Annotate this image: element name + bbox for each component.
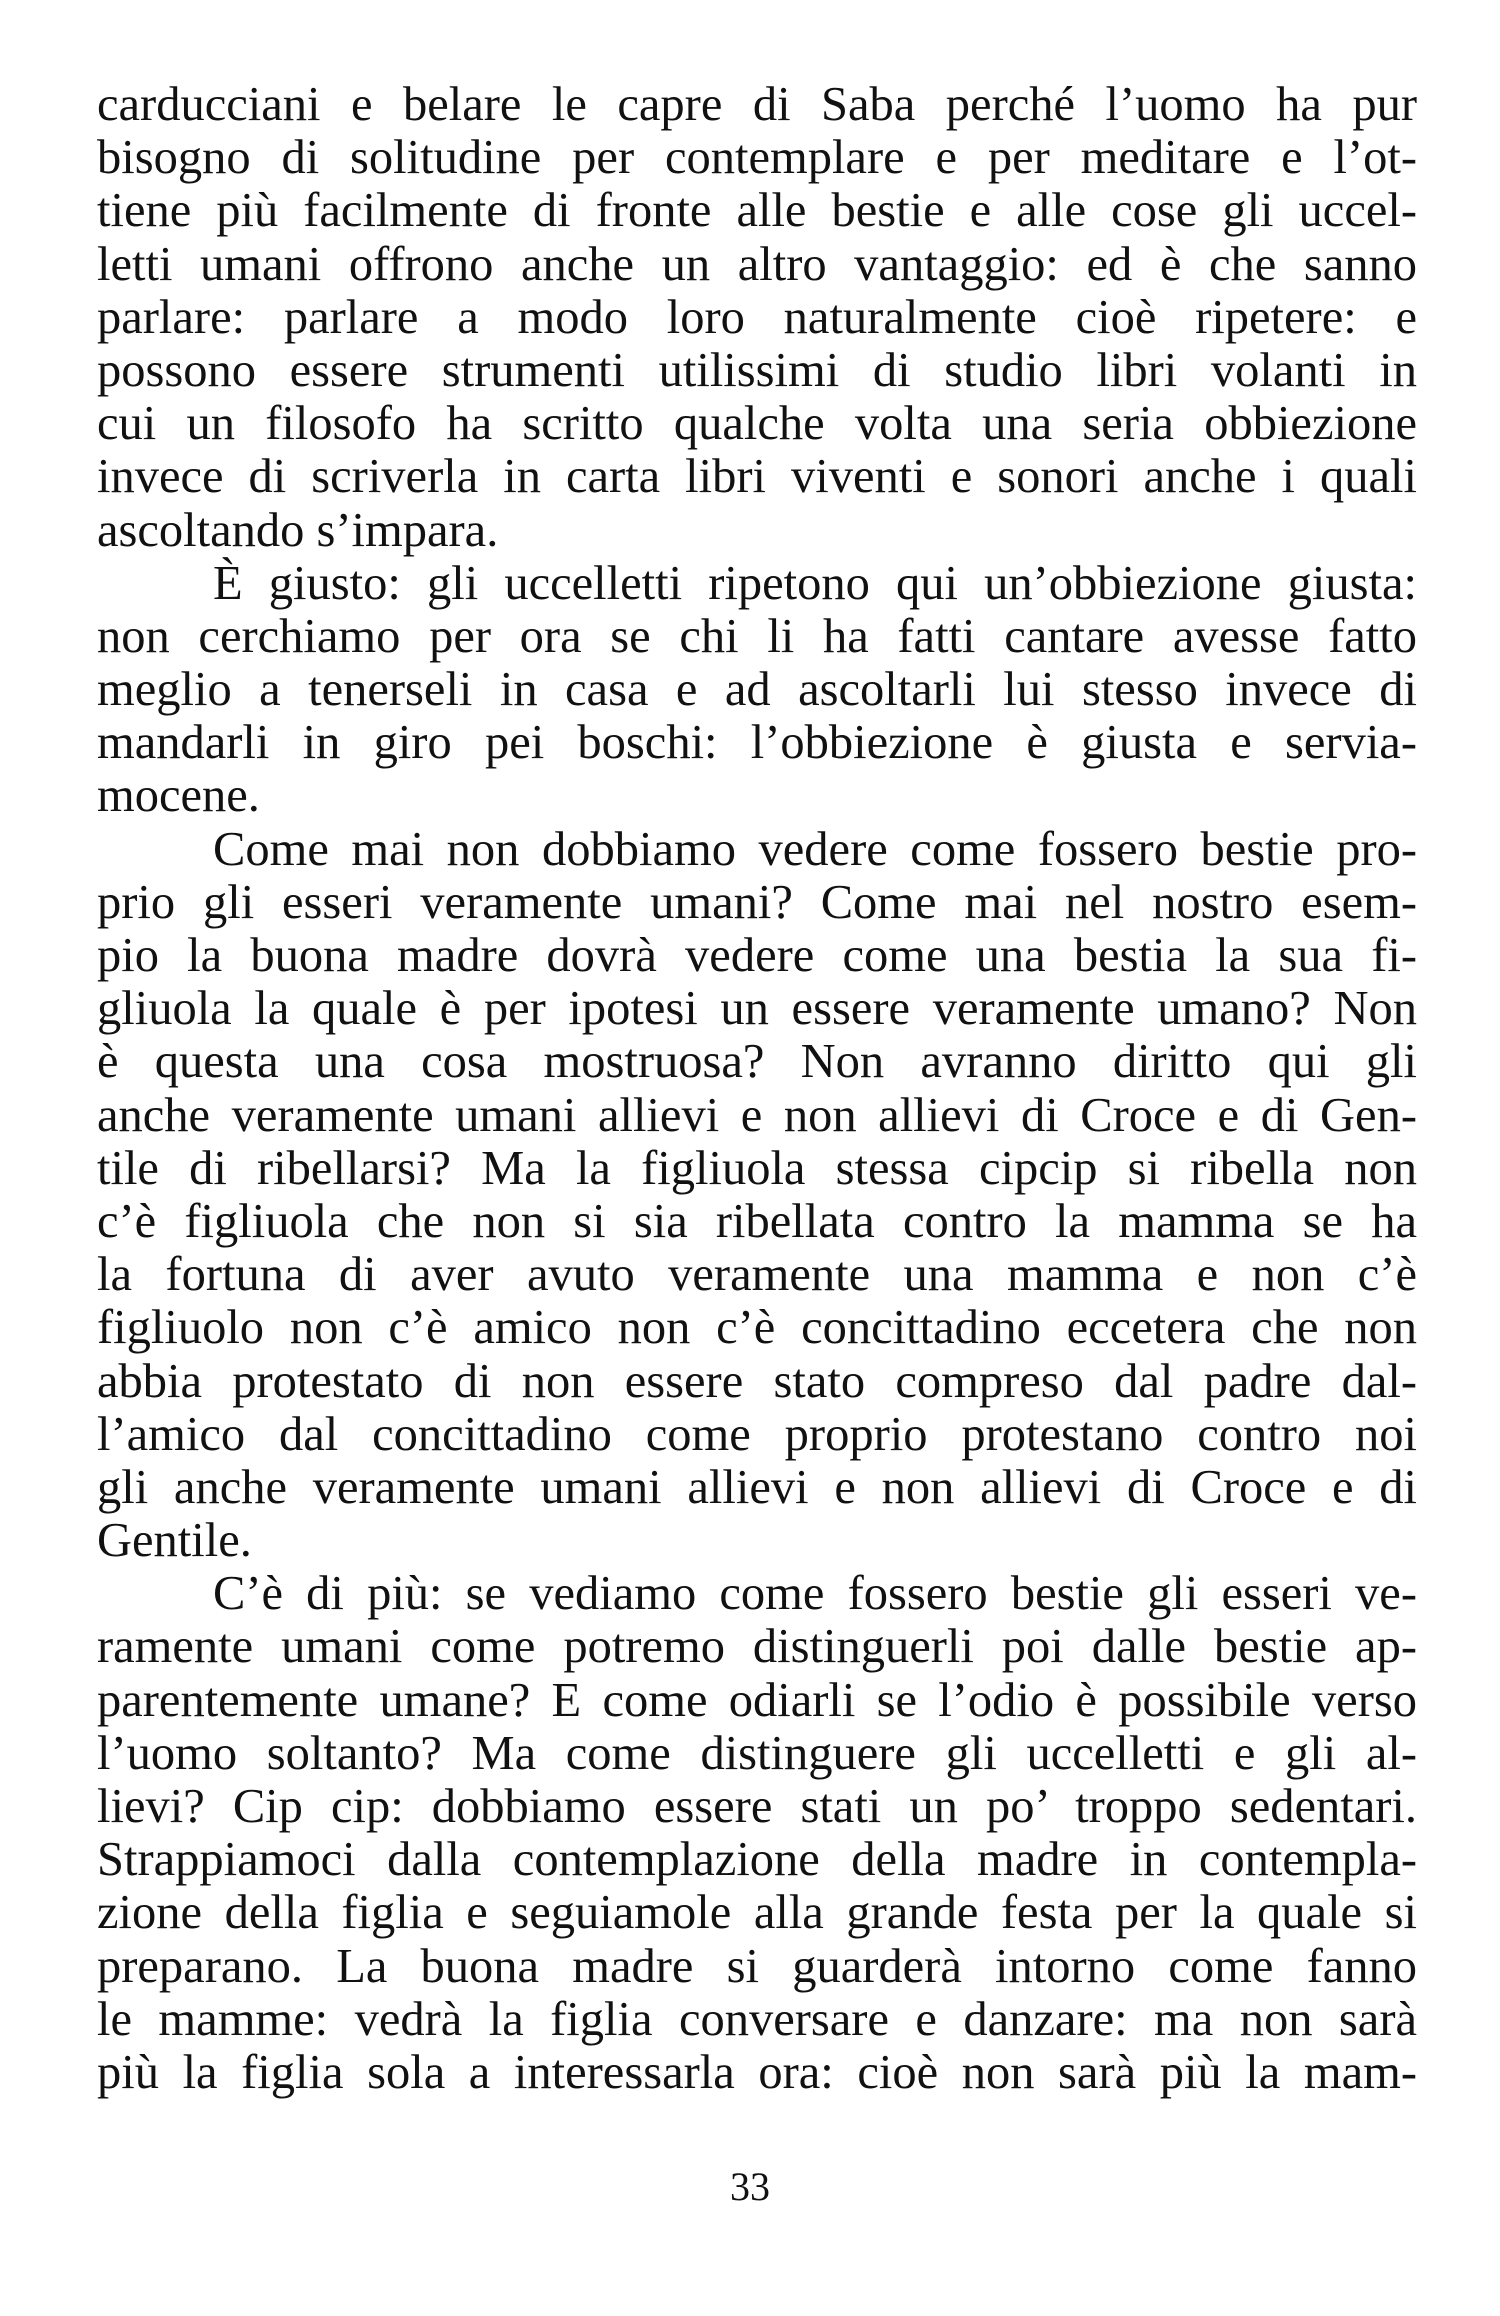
paragraph-start-line: Come mai non dobbiamo vedere come fossero bestie pro-	[213, 822, 1417, 876]
text-line: prio gli esseri veramente umani? Come mai nel nostro esem-	[97, 875, 1417, 929]
text-line: parlare: parlare a modo loro naturalmente cioè ripetere: e	[97, 290, 1417, 344]
text-line: pio la buona madre dovrà vedere come una bestia la sua fi-	[97, 929, 1417, 982]
text-line: zione della figlia e seguiamole alla grande festa per la quale si	[97, 1886, 1417, 1940]
text-line: mocene.	[97, 769, 260, 823]
text-line: tiene più facilmente di fronte alle bestie e alle cose gli uccel-	[97, 184, 1417, 238]
text-line: abbia protestato di non essere stato compreso dal padre dal-	[97, 1354, 1417, 1408]
text-line: ramente umani come potremo distinguerli poi dalle bestie ap-	[97, 1620, 1417, 1674]
text-line: meglio a tenerseli in casa e ad ascoltarli lui stesso invece di	[97, 663, 1417, 717]
text-line: anche veramente umani allievi e non allievi di Croce e di Gen-	[97, 1088, 1417, 1142]
text-line: carducciani e belare le capre di Saba perché l’uomo ha pur	[97, 78, 1417, 131]
text-line: tile di ribellarsi? Ma la figliuola stessa cipcip si ribella non	[97, 1141, 1417, 1195]
text-line: possono essere strumenti utilissimi di studio libri volanti in	[97, 343, 1417, 397]
text-line: invece di scriverla in carta libri viventi e sonori anche i quali	[97, 450, 1417, 504]
text-line: c’è figliuola che non si sia ribellata contro la mamma se ha	[97, 1194, 1417, 1248]
text-line: è questa una cosa mostruosa? Non avranno diritto qui gli	[97, 1035, 1417, 1089]
text-line: le mamme: vedrà la figlia conversare e danzare: ma non sarà	[97, 1992, 1417, 2046]
text-line: cui un filosofo ha scritto qualche volta una seria obbiezione	[97, 397, 1417, 451]
text-line: parentemente umane? E come odiarli se l’odio è possibile verso	[97, 1673, 1417, 1727]
text-line: lievi? Cip cip: dobbiamo essere stati un po’ troppo sedentari.	[97, 1780, 1417, 1833]
paragraph-start-line: È giusto: gli uccelletti ripetono qui un’obbiezione giusta:	[213, 556, 1417, 610]
text-line: gli anche veramente umani allievi e non allievi di Croce e di	[97, 1460, 1417, 1514]
text-line: mandarli in giro pei boschi: l’obbiezione è giusta e servia-	[97, 716, 1417, 770]
text-line: gliuola la quale è per ipotesi un essere veramente umano? Non	[97, 982, 1417, 1036]
page-number: 33	[730, 2164, 770, 2209]
text-line: bisogno di solitudine per contemplare e per meditare e l’ot-	[97, 131, 1417, 185]
text-line: ascoltando s’impara.	[97, 503, 499, 557]
text-line: l’uomo soltanto? Ma come distinguere gli uccelletti e gli al-	[97, 1726, 1417, 1780]
text-line: Gentile.	[97, 1514, 252, 1568]
text-line: preparano. La buona madre si guarderà intorno come fanno	[97, 1939, 1417, 1993]
text-line: non cerchiamo per ora se chi li ha fatti cantare avesse fatto	[97, 609, 1417, 663]
text-line: la fortuna di aver avuto veramente una mamma e non c’è	[97, 1248, 1417, 1302]
text-line: l’amico dal concittadino come proprio protestano contro noi	[97, 1407, 1417, 1461]
paragraph-start-line: C’è di più: se vediamo come fossero bestie gli esseri ve-	[213, 1567, 1417, 1621]
text-line: letti umani offrono anche un altro vantaggio: ed è che sanno	[97, 237, 1417, 291]
body-text	[97, 78, 1417, 2099]
text-line: figliuolo non c’è amico non c’è concittadino eccetera che non	[97, 1301, 1417, 1355]
text-line: Strappiamoci dalla contemplazione della madre in contempla-	[97, 1833, 1417, 1887]
text-line: più la figlia sola a interessarla ora: cioè non sarà più la mam-	[97, 2045, 1417, 2099]
